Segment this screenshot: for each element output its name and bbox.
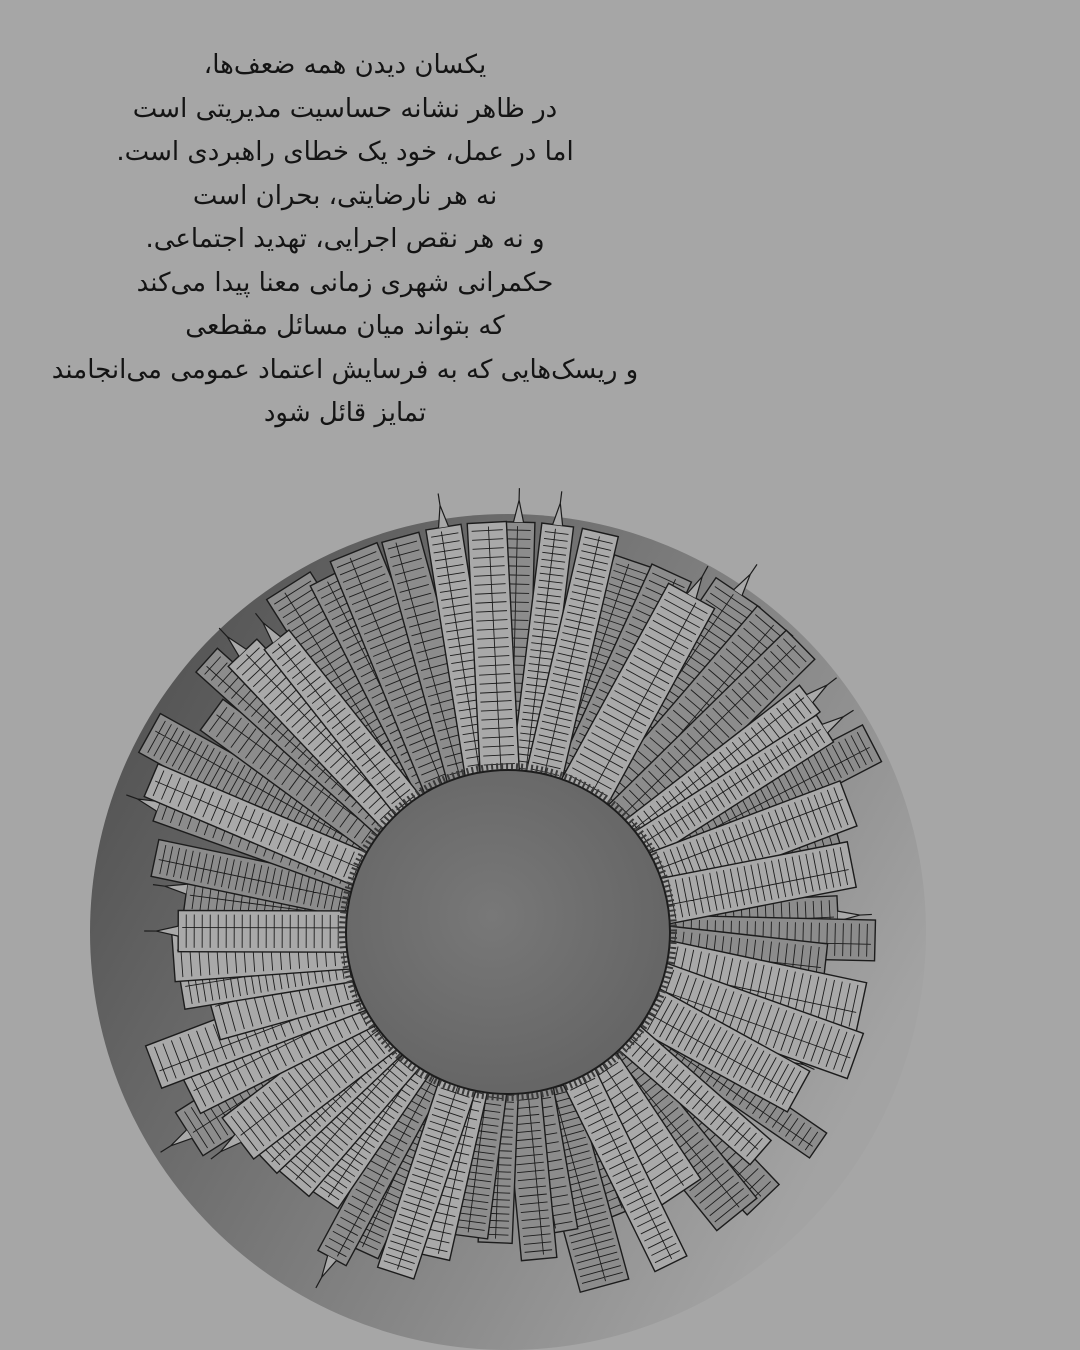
- poem-line-1: یکسان دیدن همه ضعف‌ها،: [203, 50, 487, 80]
- poem-line-5: و نه هر نقص اجرایی، تهدید اجتماعی.: [145, 224, 545, 254]
- poem-line-8: و ریسک‌هایی که به فرسایش اعتماد عمومی می‌انجامند: [51, 354, 639, 385]
- circular-city-illustration: [0, 480, 1080, 1350]
- poem-line-7: که بتواند میان مسائل مقطعی: [185, 311, 505, 341]
- poem-text: [20, 44, 670, 436]
- poem-line-3: اما در عمل، خود یک خطای راهبردی است.: [116, 137, 574, 167]
- poem-line-4: نه هر نارضایتی، بحران است: [192, 180, 498, 211]
- poem-line-9: تمایز قائل شود: [263, 398, 427, 428]
- poem-line-2: در ظاهر نشانه حساسیت مدیریتی است: [132, 93, 558, 124]
- poem-line-6: حکمرانی شهری زمانی معنا پیدا می‌کند: [136, 267, 554, 298]
- inner-disc: [346, 770, 670, 1094]
